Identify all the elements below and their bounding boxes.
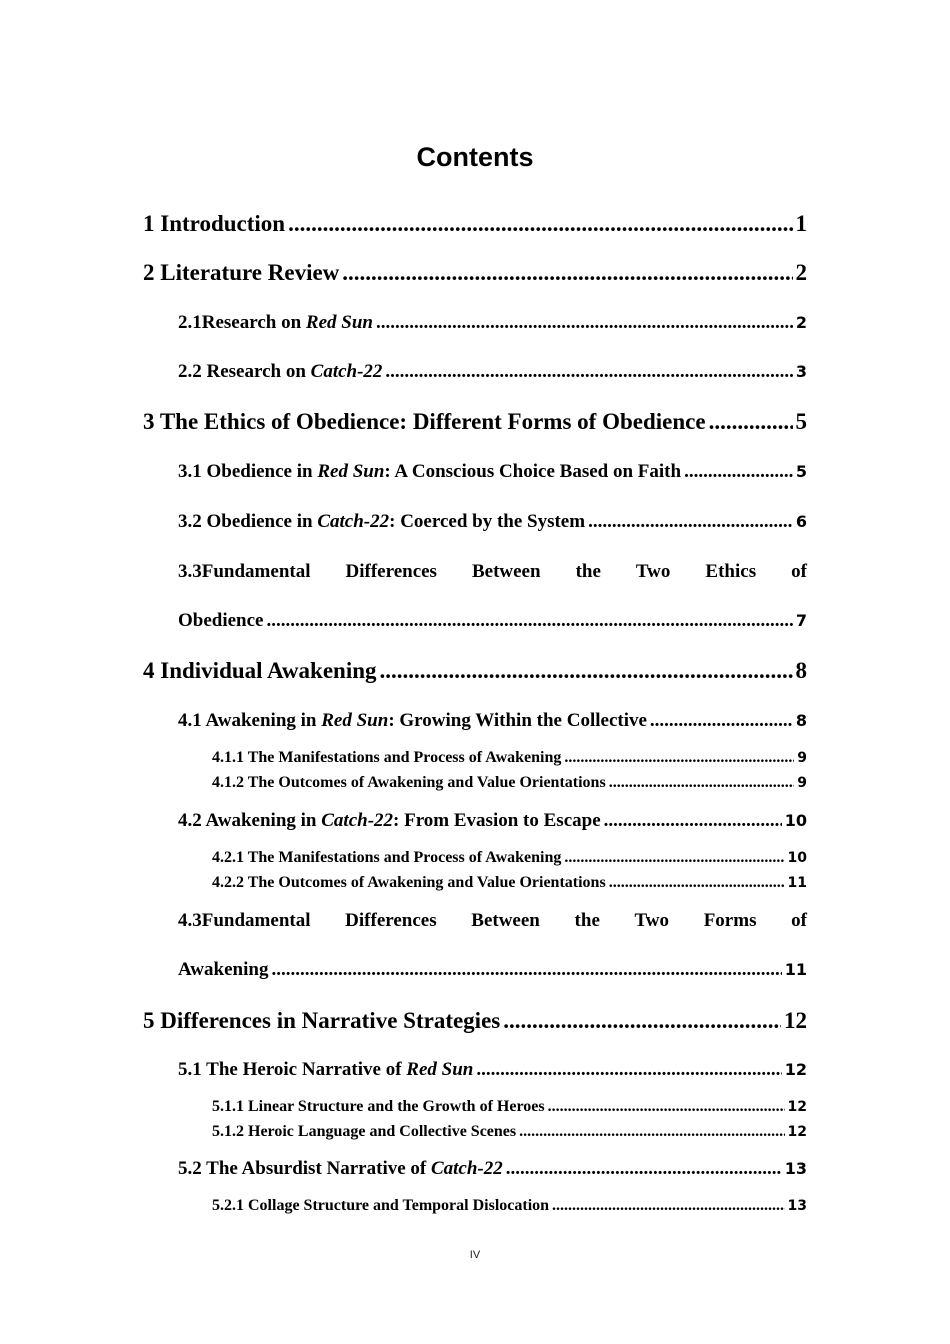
page-number: 11 xyxy=(784,960,807,979)
leader-dots xyxy=(609,773,795,793)
leader-dots xyxy=(552,1196,784,1216)
page-number: 12 xyxy=(787,1099,807,1115)
leader-dots xyxy=(288,209,792,239)
leader-dots xyxy=(503,1006,781,1036)
toc-entry-4-2-1[interactable]: 4.2.1 The Manifestations and Process of Awakening ..... 10 xyxy=(212,848,807,868)
leader-dots xyxy=(376,310,793,336)
toc-entry-4-2[interactable]: 4.2 Awakening in Catch-22: From Evasion to Escape ..... 10 xyxy=(178,808,807,834)
page-number: 3 xyxy=(795,362,807,381)
leader-dots xyxy=(564,748,794,768)
leader-dots xyxy=(588,509,793,535)
page-number: 9 xyxy=(797,750,807,766)
leader-dots xyxy=(650,708,793,734)
toc-entry-1[interactable]: 1 Introduction ..... 1 xyxy=(143,209,807,239)
toc-entry-4-2-2[interactable]: 4.2.2 The Outcomes of Awakening and Value Orientations ..... 11 xyxy=(212,873,807,893)
leader-dots xyxy=(506,1156,782,1182)
leader-dots xyxy=(519,1122,784,1142)
page-number: 12 xyxy=(784,1060,807,1079)
page-number: 5 xyxy=(795,462,807,481)
toc-entry-5-1-1[interactable]: 5.1.1 Linear Structure and the Growth of Heroes ..... 12 xyxy=(212,1097,807,1117)
toc-entry-2[interactable]: 2 Literature Review ..... 2 xyxy=(143,258,807,288)
toc-entry-3-1[interactable]: 3.1 Obedience in Red Sun: A Conscious Choice Based on Faith ..... 5 xyxy=(178,459,807,485)
leader-dots xyxy=(564,848,784,868)
page-number: 8 xyxy=(795,711,807,730)
toc-entry-5[interactable]: 5 Differences in Narrative Strategies ..... 12 xyxy=(143,1006,807,1036)
toc-entry-3-3-line2[interactable]: Obedience ..... 7 xyxy=(178,608,807,634)
page-number: 5 xyxy=(795,409,807,434)
leader-dots xyxy=(684,459,793,485)
page-number: 7 xyxy=(795,611,807,630)
toc-entry-5-2-1[interactable]: 5.2.1 Collage Structure and Temporal Dislocation ..... 13 xyxy=(212,1196,807,1216)
leader-dots xyxy=(609,873,785,893)
toc-entry-2-2[interactable]: 2.2 Research on Catch-22 ..... 3 xyxy=(178,359,807,385)
leader-dots xyxy=(548,1097,785,1117)
page-number: 13 xyxy=(787,1198,807,1214)
toc-entry-3[interactable]: 3 The Ethics of Obedience: Different Forms of Obedience ..... 5 xyxy=(143,407,807,437)
page-number: 10 xyxy=(787,850,807,866)
toc-entry-4-3-line2[interactable]: Awakening ..... 11 xyxy=(178,957,807,983)
toc-entry-4-1-1[interactable]: 4.1.1 The Manifestations and Process of Awakening ..... 9 xyxy=(212,748,807,768)
toc-entry-4-1[interactable]: 4.1 Awakening in Red Sun: Growing Within the Collective ..... 8 xyxy=(178,708,807,734)
page-number: 12 xyxy=(784,1008,807,1033)
toc-entry-2-1[interactable]: 2.1Research on Red Sun ..... 2 xyxy=(178,310,807,336)
leader-dots xyxy=(476,1057,781,1083)
page-number: 1 xyxy=(795,211,807,236)
toc-entry-3-2[interactable]: 3.2 Obedience in Catch-22: Coerced by the System ..... 6 xyxy=(178,509,807,535)
page-number: 9 xyxy=(797,775,807,791)
toc-entry-5-1-2[interactable]: 5.1.2 Heroic Language and Collective Scenes ..... 12 xyxy=(212,1122,807,1142)
leader-dots xyxy=(271,957,781,983)
toc-entry-4[interactable]: 4 Individual Awakening ..... 8 xyxy=(143,656,807,686)
page-number: 2 xyxy=(795,313,807,332)
page-number: 10 xyxy=(784,811,807,830)
page-footer-number: IV xyxy=(469,1249,481,1261)
contents-title: Contents xyxy=(416,142,534,172)
leader-dots xyxy=(385,359,792,385)
page-number: 13 xyxy=(784,1159,807,1178)
page-number: 11 xyxy=(787,875,807,891)
page-number: 6 xyxy=(795,512,807,531)
leader-dots xyxy=(604,808,782,834)
page-number: 8 xyxy=(795,658,807,683)
toc-entry-4-3-line1[interactable]: 4.3Fundamental Differences Between the Two Forms of xyxy=(178,910,807,931)
page-number: 12 xyxy=(787,1124,807,1140)
leader-dots xyxy=(709,407,793,437)
leader-dots xyxy=(267,608,793,634)
leader-dots xyxy=(342,258,792,288)
page-number: 2 xyxy=(795,260,807,285)
toc-entry-5-2[interactable]: 5.2 The Absurdist Narrative of Catch-22 ..... 13 xyxy=(178,1156,807,1182)
leader-dots xyxy=(380,656,793,686)
toc-entry-3-3-line1[interactable]: 3.3Fundamental Differences Between the Two Ethics of xyxy=(178,561,807,582)
toc-entry-5-1[interactable]: 5.1 The Heroic Narrative of Red Sun ..... 12 xyxy=(178,1057,807,1083)
toc-entry-4-1-2[interactable]: 4.1.2 The Outcomes of Awakening and Value Orientations ..... 9 xyxy=(212,773,807,793)
